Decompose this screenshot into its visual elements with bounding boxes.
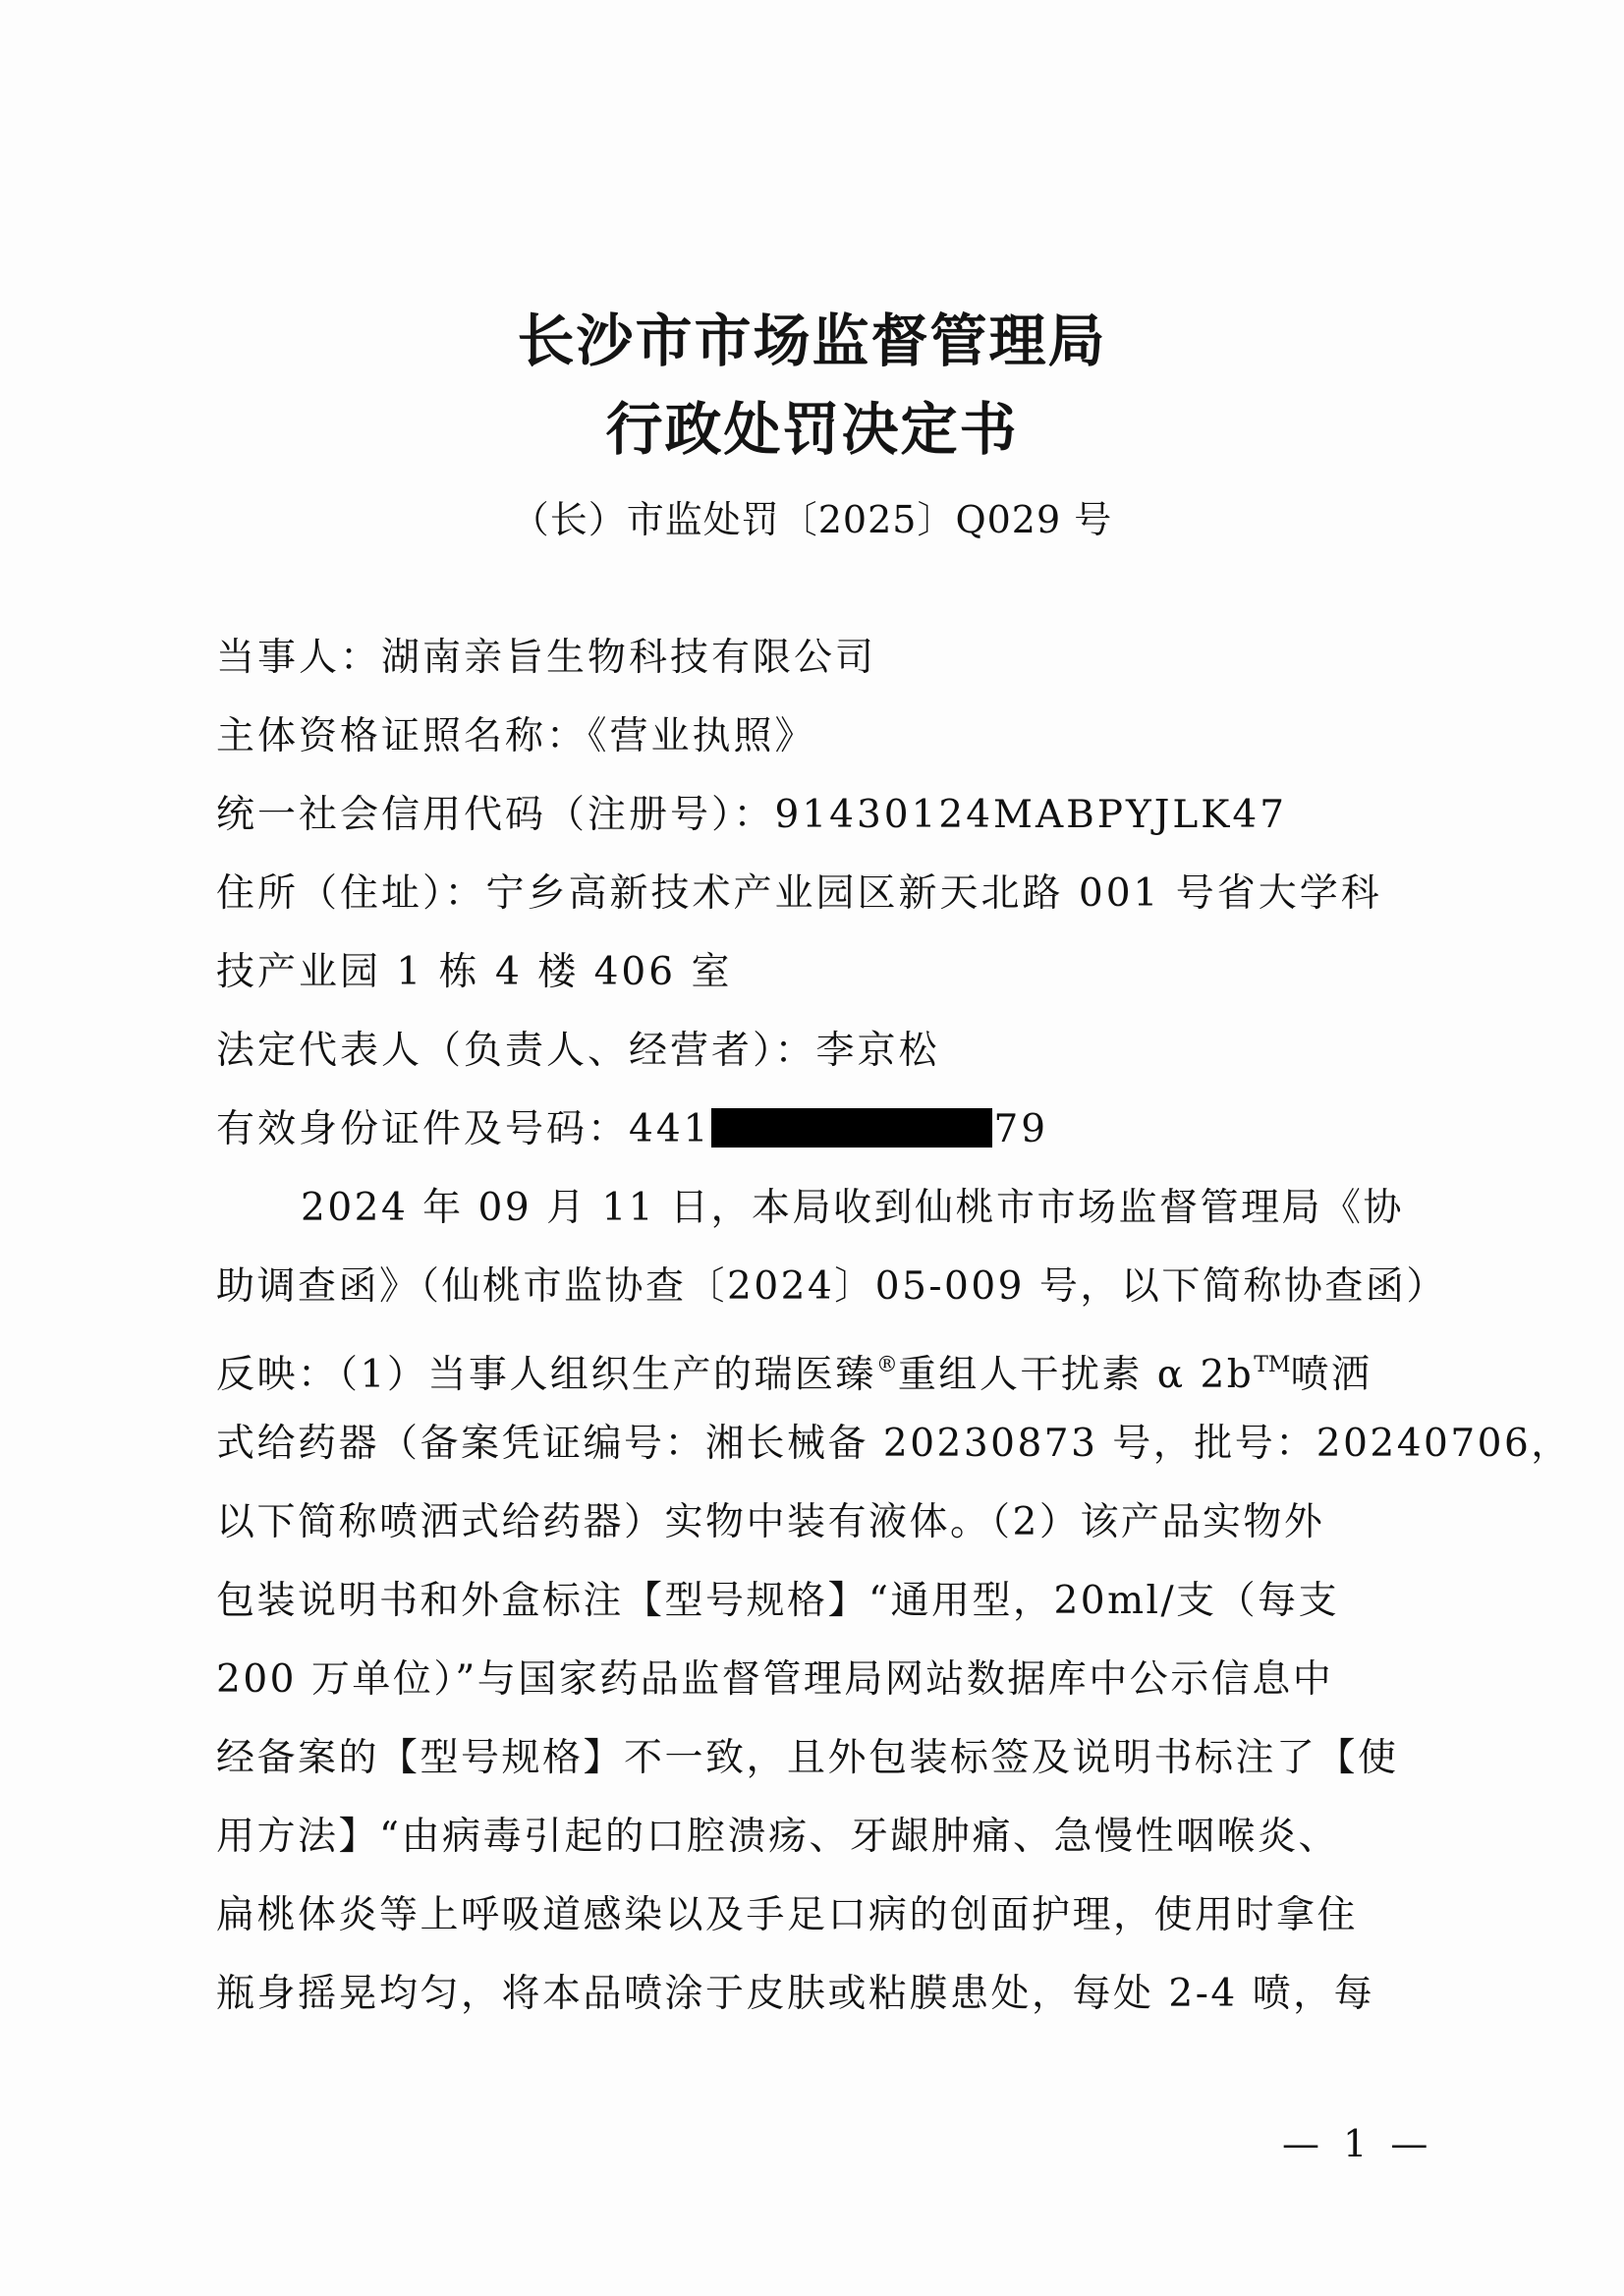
body-line-3-part-b: 重组人干扰素 α 2b: [897, 1353, 1255, 1397]
legal-rep-label: 法定代表人（负责人、经营者）：: [216, 1029, 816, 1073]
address-label: 住所（住址）：: [216, 871, 486, 916]
id-suffix: 79: [993, 1107, 1049, 1151]
credit-code: 91430124MABPYJLK47: [774, 793, 1288, 837]
body-line-8: 经备案的【型号规格】不一致，且外包装标签及说明书标注了【使: [216, 1736, 1399, 1780]
credit-code-row: [216, 791, 1287, 840]
party-name-label: 当事人：: [216, 636, 382, 680]
body-line-1: 2024 年 09 月 11 日，本局收到仙桃市市场监督管理局《协: [301, 1186, 1404, 1230]
body-line-2: 助调查函》（仙桃市监协查〔2024〕05-009 号，以下简称协查函）: [216, 1264, 1447, 1309]
document-type-title: 行政处罚决定书: [605, 396, 1019, 463]
credit-code-label: 统一社会信用代码（注册号）：: [216, 793, 775, 837]
id-prefix: 441: [629, 1107, 711, 1151]
agency-title: 长沙市市场监督管理局: [517, 308, 1107, 374]
trademark-mark: TM: [1254, 1353, 1291, 1377]
body-line-9: 用方法】“由病毒引起的口腔溃疡、牙龈肿痛、急慢性咽喉炎、: [216, 1815, 1339, 1859]
body-line-3-part-c: 喷洒: [1290, 1353, 1372, 1397]
id-row: [216, 1105, 1048, 1154]
registered-mark: ®: [875, 1353, 898, 1377]
party-name-row: [216, 634, 876, 683]
legal-rep-name: 李京松: [815, 1029, 940, 1073]
party-name: 湖南亲旨生物科技有限公司: [381, 636, 877, 680]
address-line2: 技产业园 1 栋 4 楼 406 室: [216, 950, 733, 994]
body-line-5: 以下简称喷洒式给药器）实物中装有液体。（2）该产品实物外: [216, 1500, 1325, 1544]
address-line1: 宁乡高新技术产业园区新天北路 001 号省大学科: [485, 871, 1382, 916]
body-line-3-part-a: 反映：（1）当事人组织生产的瑞医臻: [216, 1353, 876, 1397]
address-row: [216, 869, 1382, 919]
id-label: 有效身份证件及号码：: [216, 1107, 630, 1151]
body-line-6: 包装说明书和外盒标注【型号规格】“通用型，20ml/支（每支: [216, 1579, 1340, 1623]
body-line-7: 200 万单位）”与国家药品监督管理局网站数据库中公示信息中: [216, 1657, 1334, 1702]
document-number: （长）市监处罚〔2025〕Q029 号: [511, 498, 1113, 541]
license-label: 主体资格证照名称：: [216, 714, 588, 758]
redaction-bar: [711, 1108, 992, 1148]
body-line-10: 扁桃体炎等上呼吸道感染以及手足口病的创面护理，使用时拿住: [216, 1893, 1359, 1937]
body-line-3: [216, 1341, 1415, 1400]
body-line-4: 式给药器（备案凭证编号：湘长械备 20230873 号，批号：20240706，: [216, 1422, 1572, 1466]
license-row: [216, 712, 816, 761]
legal-rep-row: [216, 1027, 940, 1076]
body-line-11: 瓶身摇晃均匀，将本品喷涂于皮肤或粘膜患处，每处 2-4 喷，每: [216, 1972, 1375, 2016]
license-name: 《营业执照》: [588, 714, 816, 758]
page-number: — 1 —: [1282, 2122, 1434, 2165]
